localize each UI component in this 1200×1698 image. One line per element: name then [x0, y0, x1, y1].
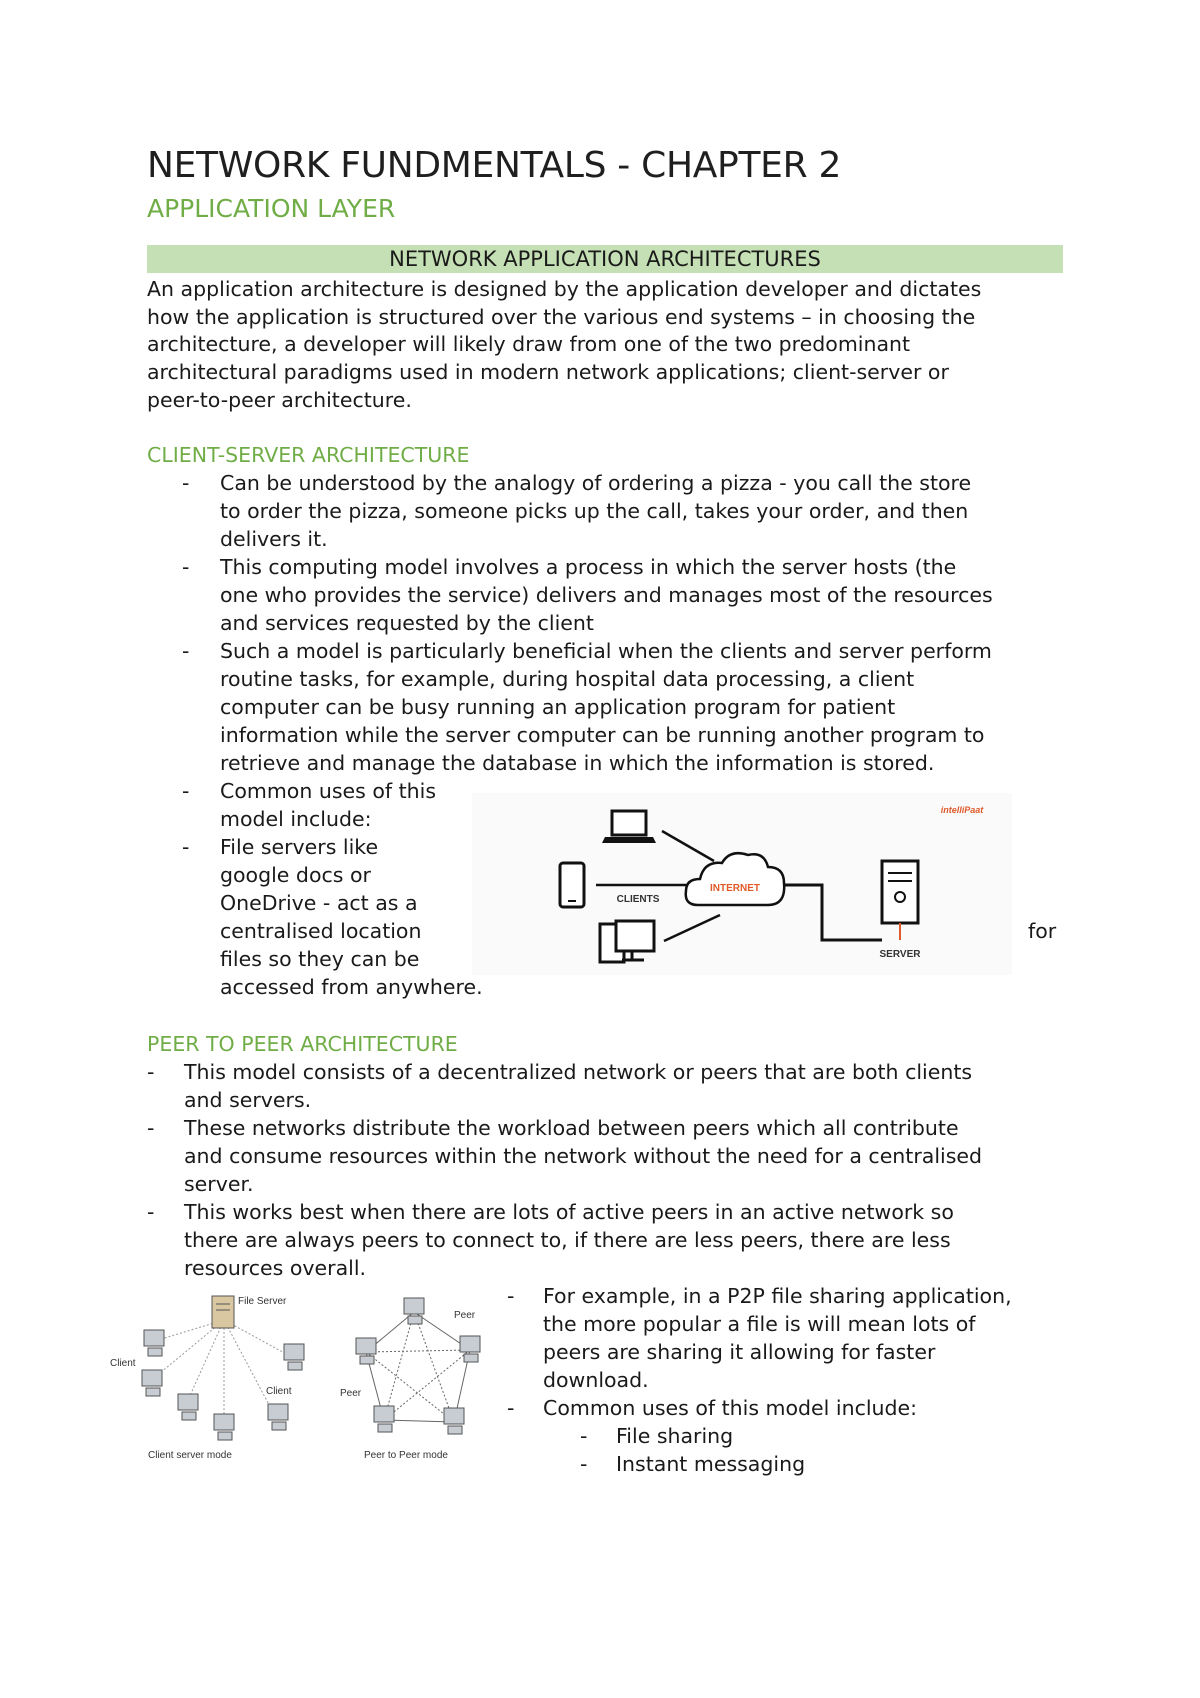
p2p-caption: Peer to Peer mode — [364, 1450, 448, 1461]
bullet-dash: - — [182, 835, 190, 859]
list-item-line: File servers like — [220, 835, 379, 859]
list-item-line: there are always peers to connect to, if there are less peers, there are less — [184, 1228, 951, 1252]
list-item-line: and servers. — [184, 1088, 312, 1112]
list-item-line: one who provides the service) delivers and manages most of the resources — [220, 583, 993, 607]
clients-label: CLIENTS — [616, 894, 660, 905]
list-item-line: Can be understood by the analogy of ordering a pizza - you call the store — [220, 471, 972, 495]
sub-bullet-dash: - — [580, 1452, 588, 1476]
list-item-line: files so they can be — [220, 947, 420, 971]
wrapped-word-for: for — [1028, 919, 1057, 943]
client-server-heading: CLIENT-SERVER ARCHITECTURE — [147, 443, 470, 467]
intellipaat-logo: intelliPaat — [940, 805, 984, 815]
list-item-line: Common uses of this — [220, 779, 437, 803]
list-item-line: delivers it. — [220, 527, 328, 551]
list-item-line: the more popular a file is will mean lots of — [543, 1312, 976, 1336]
client-server-caption: Client server mode — [148, 1450, 232, 1461]
p2p-heading: PEER TO PEER ARCHITECTURE — [147, 1032, 458, 1056]
sub-list-item: Instant messaging — [616, 1452, 806, 1476]
list-item-line: model include: — [220, 807, 372, 831]
client-label-right: Client — [266, 1386, 292, 1397]
list-item-line: accessed from anywhere. — [220, 975, 483, 999]
list-item-line: to order the pizza, someone picks up the call, takes your order, and then — [220, 499, 969, 523]
list-item-line: These networks distribute the workload between peers which all contribute — [184, 1116, 959, 1140]
sub-bullet-dash: - — [580, 1424, 588, 1448]
list-item-line: For example, in a P2P file sharing application, — [543, 1284, 1012, 1308]
list-item-line: download. — [543, 1368, 649, 1392]
list-item-line: and consume resources within the network without the need for a centralised — [184, 1144, 983, 1168]
bullet-dash: - — [507, 1284, 515, 1308]
list-item-line: This model consists of a decentralized network or peers that are both clients — [184, 1060, 973, 1084]
file-server-icon — [212, 1296, 234, 1328]
list-item-line: centralised location — [220, 919, 422, 943]
list-item-line: Such a model is particularly beneficial when the clients and server perform — [220, 639, 992, 663]
bullet-dash: - — [507, 1396, 515, 1420]
p2p-comparison-diagram — [108, 1288, 490, 1468]
computer-icon — [142, 1330, 304, 1440]
bullet-dash: - — [182, 471, 190, 495]
intro-line: architectural paradigms used in modern network applications; client-server or — [147, 360, 949, 385]
bullet-dash: - — [182, 779, 190, 803]
list-item-line: routine tasks, for example, during hospital data processing, a client — [220, 667, 915, 691]
sub-list-item: File sharing — [616, 1424, 734, 1448]
file-server-label: File Server — [238, 1296, 287, 1307]
intro-line: peer-to-peer architecture. — [147, 387, 412, 412]
document-subtitle: APPLICATION LAYER — [147, 194, 396, 223]
list-item-line: Common uses of this model include: — [543, 1396, 918, 1420]
bullet-dash: - — [182, 639, 190, 663]
bullet-dash: - — [147, 1060, 155, 1084]
list-item-line: google docs or — [220, 863, 371, 887]
bullet-dash: - — [147, 1200, 155, 1224]
list-item-line: resources overall. — [184, 1256, 367, 1280]
list-item-line: This computing model involves a process in which the server hosts (the — [220, 555, 957, 579]
list-item-line: This works best when there are lots of active peers in an active network so — [184, 1200, 954, 1224]
list-item-line: server. — [184, 1172, 254, 1196]
bullet-dash: - — [147, 1116, 155, 1140]
list-item-line: and services requested by the client — [220, 611, 594, 635]
server-label: SERVER — [879, 949, 921, 960]
peer-label-top: Peer — [454, 1310, 476, 1321]
intro-line: An application architecture is designed by the application developer and dictates — [147, 277, 982, 301]
section-banner-label: NETWORK APPLICATION ARCHITECTURES — [389, 247, 821, 271]
peer-label-left: Peer — [340, 1388, 362, 1399]
intro-line: architecture, a developer will likely draw from one of the two predominant — [147, 332, 911, 357]
client-label-left: Client — [110, 1358, 136, 1369]
bullet-dash: - — [182, 555, 190, 579]
list-item-line: information while the server computer can be running another program to — [220, 723, 985, 747]
list-item-line: retrieve and manage the database in which the information is stored. — [220, 751, 935, 775]
list-item-line: OneDrive - act as a — [220, 891, 418, 915]
intro-line: how the application is structured over the various end systems – in choosing the — [147, 304, 976, 329]
document-title: NETWORK FUNDMENTALS - CHAPTER 2 — [147, 145, 842, 186]
list-item-line: computer can be busy running an application program for patient — [220, 695, 896, 719]
internet-label: INTERNET — [710, 883, 760, 894]
list-item-line: peers are sharing it allowing for faster — [543, 1340, 936, 1364]
